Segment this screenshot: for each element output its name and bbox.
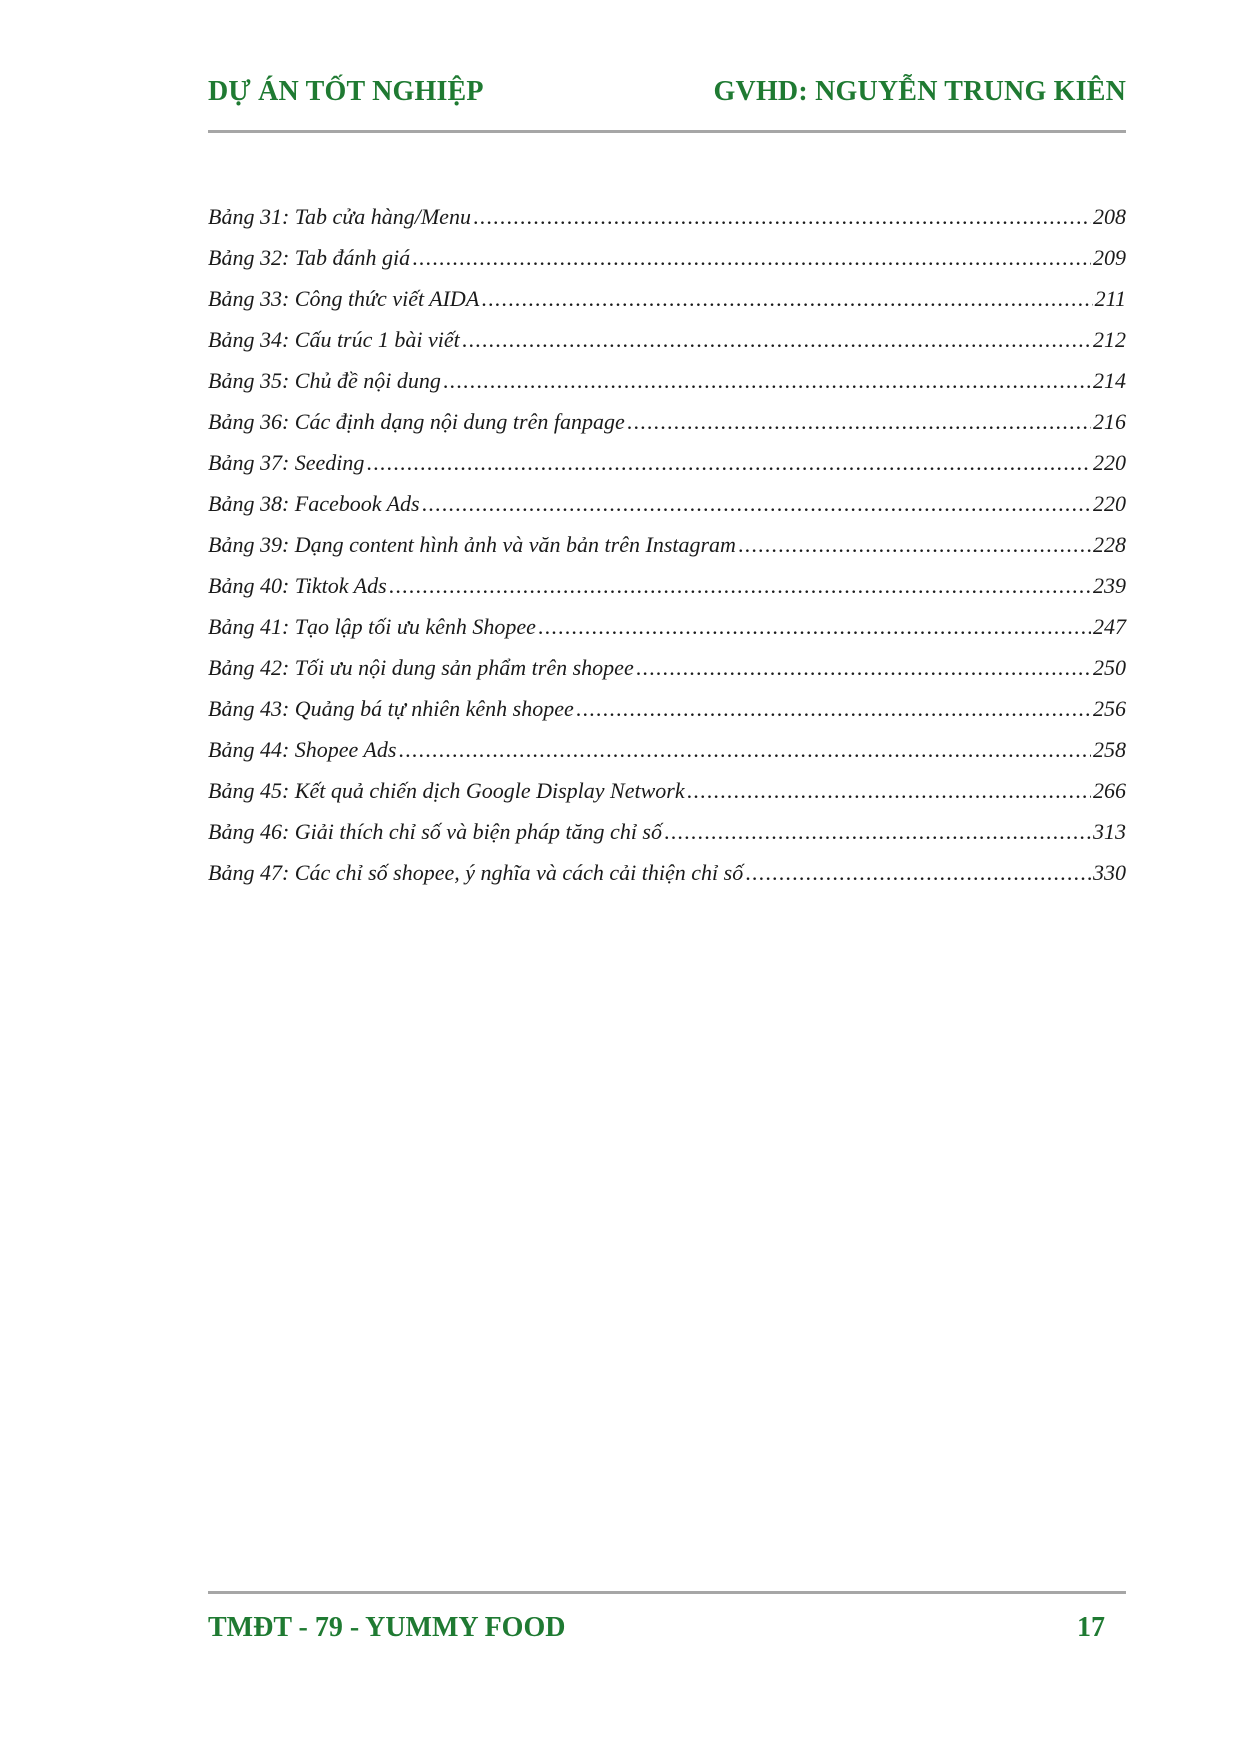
toc-entry-page: 256 (1093, 696, 1126, 721)
toc-entry-title: Bảng 38: Facebook Ads (208, 491, 420, 516)
toc-entry-title: Bảng 32: Tab đánh giá (208, 245, 411, 270)
toc-entry[interactable] (208, 655, 1126, 696)
toc-entry[interactable] (208, 245, 1126, 286)
header-divider (208, 130, 1126, 133)
footer-page-number: 17 (1077, 1612, 1105, 1643)
toc-entry-title: Bảng 40: Tiktok Ads (208, 573, 387, 598)
toc-entry[interactable] (208, 409, 1126, 450)
toc-entry-title: Bảng 44: Shopee Ads (208, 737, 397, 762)
toc-entry-title: Bảng 36: Các định dạng nội dung trên fanpage (208, 409, 625, 434)
toc-entry-page: 266 (1093, 778, 1126, 803)
toc-entry-title: Bảng 34: Cấu trúc 1 bài viết (208, 327, 460, 352)
toc-dot-leader (636, 655, 1091, 681)
toc-entry-page: 220 (1093, 450, 1126, 475)
toc-dot-leader (538, 614, 1091, 640)
footer-divider (208, 1591, 1126, 1594)
toc-entry[interactable] (208, 204, 1126, 245)
table-of-tables (208, 204, 1126, 901)
toc-entry-title: Bảng 47: Các chỉ số shopee, ý nghĩa và cách cải thiện chỉ số (208, 860, 744, 885)
toc-dot-leader (462, 327, 1091, 353)
toc-dot-leader (473, 204, 1091, 230)
toc-entry-page: 247 (1093, 614, 1126, 639)
toc-dot-leader (481, 286, 1092, 312)
toc-dot-leader (398, 737, 1091, 763)
footer-project-name: TMĐT - 79 - YUMMY FOOD (208, 1612, 566, 1643)
toc-entry-title: Bảng 39: Dạng content hình ảnh và văn bản trên Instagram (208, 532, 736, 557)
toc-entry-page: 216 (1093, 409, 1126, 434)
toc-entry[interactable] (208, 778, 1126, 819)
toc-entry-title: Bảng 46: Giải thích chỉ số và biện pháp tăng chỉ số (208, 819, 662, 844)
toc-entry-page: 214 (1093, 368, 1126, 393)
toc-entry[interactable] (208, 368, 1126, 409)
toc-entry-title: Bảng 41: Tạo lập tối ưu kênh Shopee (208, 614, 536, 639)
toc-dot-leader (627, 409, 1091, 435)
toc-entry[interactable] (208, 860, 1126, 901)
toc-entry[interactable] (208, 819, 1126, 860)
toc-entry-page: 330 (1093, 860, 1126, 885)
toc-dot-leader (745, 860, 1091, 886)
toc-entry-page: 220 (1093, 491, 1126, 516)
toc-dot-leader (422, 491, 1091, 517)
toc-entry[interactable] (208, 286, 1126, 327)
header-advisor: GVHD: NGUYỄN TRUNG KIÊN (713, 76, 1126, 107)
toc-entry[interactable] (208, 696, 1126, 737)
toc-entry[interactable] (208, 450, 1126, 491)
toc-entry-page: 313 (1093, 819, 1126, 844)
toc-entry[interactable] (208, 614, 1126, 655)
toc-entry-page: 250 (1093, 655, 1126, 680)
toc-entry-page: 208 (1093, 204, 1126, 229)
toc-entry-title: Bảng 45: Kết quả chiến dịch Google Display Network (208, 778, 685, 803)
toc-entry-title: Bảng 31: Tab cửa hàng/Menu (208, 204, 471, 229)
toc-entry-title: Bảng 37: Seeding (208, 450, 365, 475)
header-project-title: DỰ ÁN TỐT NGHIỆP (208, 76, 484, 107)
toc-entry[interactable] (208, 327, 1126, 368)
toc-entry-title: Bảng 42: Tối ưu nội dung sản phẩm trên shopee (208, 655, 634, 680)
toc-dot-leader (687, 778, 1091, 804)
toc-entry-page: 228 (1093, 532, 1126, 557)
toc-dot-leader (576, 696, 1091, 722)
toc-entry-title: Bảng 33: Công thức viết AIDA (208, 286, 480, 311)
toc-entry[interactable] (208, 573, 1126, 614)
toc-entry[interactable] (208, 532, 1126, 573)
toc-dot-leader (664, 819, 1091, 845)
toc-entry[interactable] (208, 491, 1126, 532)
toc-entry-page: 212 (1093, 327, 1126, 352)
page-header (208, 72, 1126, 112)
toc-dot-leader (738, 532, 1091, 558)
toc-entry-title: Bảng 43: Quảng bá tự nhiên kênh shopee (208, 696, 574, 721)
toc-dot-leader (443, 368, 1091, 394)
toc-entry-page: 239 (1093, 573, 1126, 598)
toc-entry[interactable] (208, 737, 1126, 778)
page-footer (208, 1608, 1105, 1648)
toc-entry-title: Bảng 35: Chủ đề nội dung (208, 368, 441, 393)
toc-entry-page: 258 (1093, 737, 1126, 762)
toc-dot-leader (412, 245, 1091, 271)
toc-dot-leader (389, 573, 1091, 599)
toc-entry-page: 209 (1093, 245, 1126, 270)
toc-entry-page: 211 (1094, 286, 1126, 311)
toc-dot-leader (366, 450, 1091, 476)
